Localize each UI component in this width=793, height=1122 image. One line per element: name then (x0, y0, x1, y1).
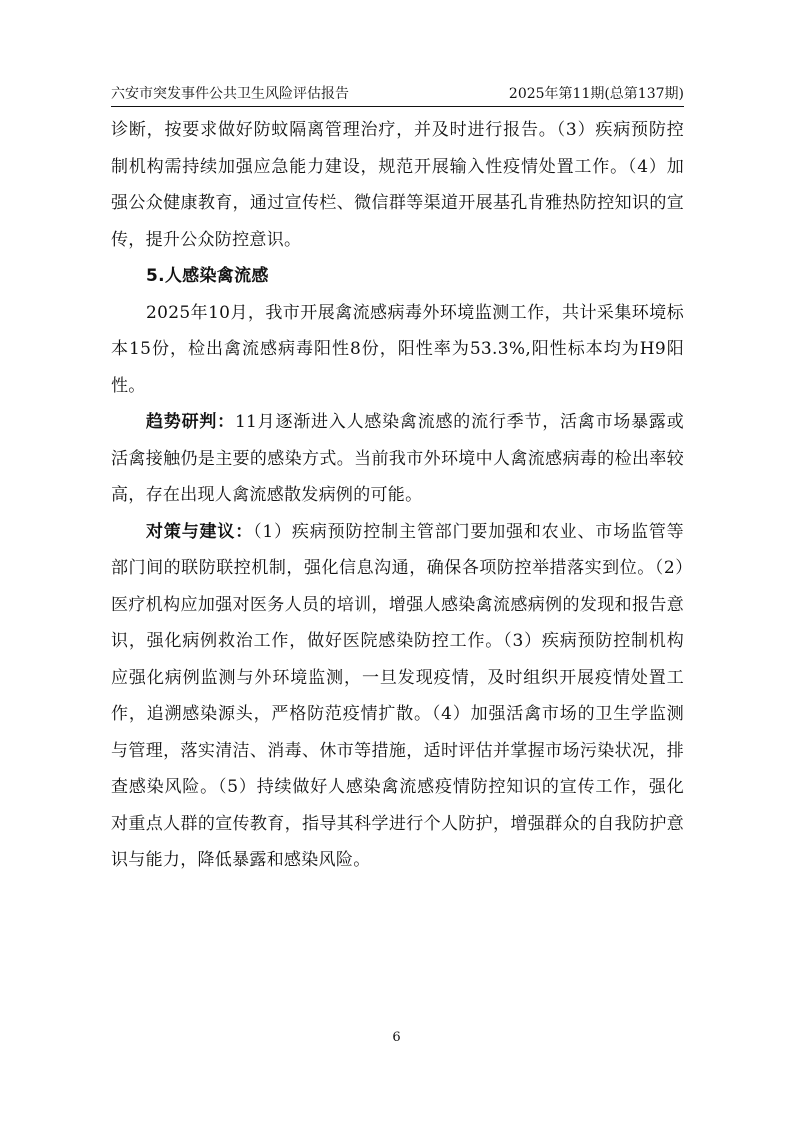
document-body (111, 112, 684, 879)
page-number: 6 (392, 1030, 401, 1045)
section5-advice-paragraph (111, 514, 684, 879)
trend-text: 11月逐渐进入人感染禽流感的流行季节，活禽市场暴露或活禽接触仍是主要的感染方式。当前我市外环境中人禽流感病毒的检出率较高，存在出现人禽流感散发病例的可能。 (111, 412, 685, 505)
page-header (111, 85, 684, 107)
advice-text: （1）疾病预防控制主管部门要加强和农业、市场监管等部门间的联防联控机制，强化信息沟通，确保各项防控举措落实到位。（2）医疗机构应加强对医务人员的培训，增强人感染禽流感病例的发现和报告意识，强化病例救治工作，做好医院感染防控工作。（3）疾病预防控制机构应强化病例监测与外环境监测，一旦发现疫情，及时组织开展疫情处置工作，追溯感染源头，严格防范疫情扩散。（4）加强活禽市场的卫生学监测与管理，落实清洁、消毒、休市等措施，适时评估并掌握市场污染状况，排查感染风险。（5）持续做好人感染禽流感疫情防控知识的宣传工作，强化对重点人群的宣传教育，指导其科学进行个人防护，增强群众的自我防护意识与能力，降低暴露和感染风险。 (111, 521, 684, 870)
header-report-title: 六安市突发事件公共卫生风险评估报告 (111, 86, 349, 102)
section5-heading: 5.人感染禽流感 (146, 266, 269, 286)
section5-situation-paragraph: 2025年10月，我市开展禽流感病毒外环境监测工作，共计采集环境标本15份，检出禽流感病毒阳性8份，阳性率为53.3%,阳性标本均为H9阳性。 (111, 302, 684, 396)
section5-trend-paragraph (111, 404, 684, 514)
section4-continuation-paragraph: 诊断，按要求做好防蚊隔离管理治疗，并及时进行报告。（3）疾病预防控制机构需持续加强应急能力建设，规范开展输入性疫情处置工作。（4）加强公众健康教育，通过宣传栏、微信群等渠道开展基孔肯雅热防控知识的宣传，提升公众防控意识。 (111, 120, 684, 250)
trend-label: 趋势研判： (146, 412, 235, 432)
header-issue-number: 2025年第11期(总第137期) (508, 86, 684, 102)
advice-label: 对策与建议： (146, 521, 254, 542)
